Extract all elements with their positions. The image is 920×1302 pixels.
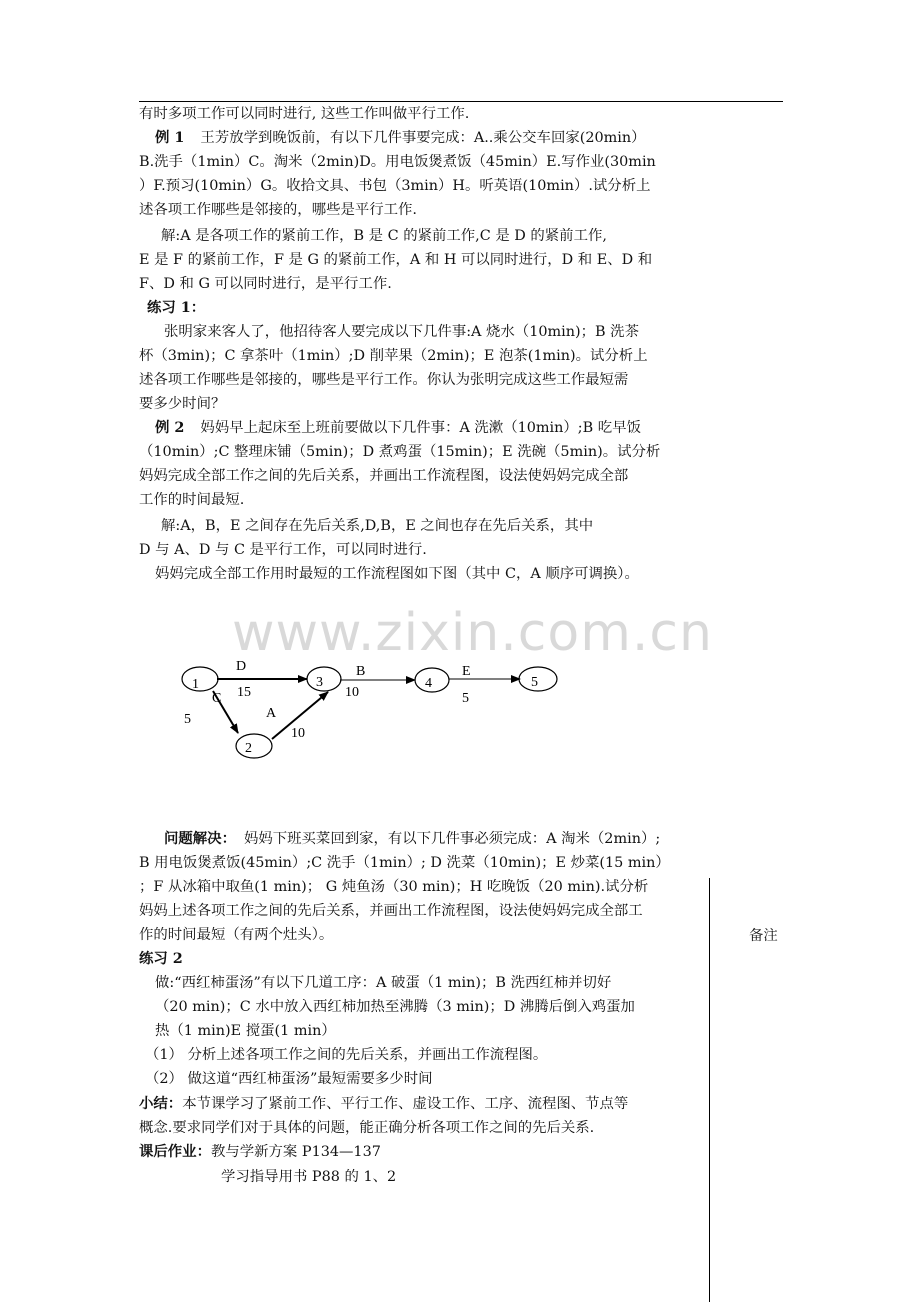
edge-b — [340, 664, 415, 700]
edge-b-task: B — [356, 664, 366, 679]
problem-text-1: 妈妈下班买菜回到家，有以下几件事必须完成：A 淘米（2min）; — [243, 831, 661, 847]
summary-label: 小结： — [139, 1095, 183, 1112]
node-2 — [236, 734, 272, 758]
edge-c-task: C — [212, 691, 222, 706]
margin-rule — [709, 878, 710, 1302]
homework-line — [139, 1142, 381, 1162]
edge-a-task: A — [266, 706, 277, 721]
node-4 — [415, 668, 449, 692]
edge-a-time: 10 — [291, 726, 305, 741]
solution-2-line-3: 妈妈完成全部工作用时最短的工作流程图如下图（其中 C，A 顺序可调换）。 — [155, 566, 639, 582]
example-2-line-4: 工作的时间最短. — [139, 492, 245, 508]
practice-1-line-1: 张明家来客人了，他招待客人要完成以下几件事:A 烧水（10min)；B 洗茶 — [164, 324, 639, 340]
summary-line — [139, 1094, 628, 1114]
node-1-label: 1 — [192, 677, 199, 692]
side-note: 备注 — [749, 928, 778, 944]
node-3-label: 3 — [316, 675, 323, 690]
problem-label: 问题解决： — [164, 830, 236, 847]
practice-2-line-3: 热（1 min)E 搅蛋(1 min） — [155, 1023, 336, 1039]
edge-e — [449, 664, 520, 706]
problem-line-2: B 用电饭煲煮饭(45min）;C 洗手（1min）; D 洗菜（10min)；E 炒菜(15 min） — [139, 855, 670, 871]
text-line-3: B.洗手（1min）C。淘米（2min)D。用电饭煲煮饭（45min）E.写作业(30min — [139, 154, 656, 170]
example-1-label: 例 1 — [155, 129, 185, 146]
problem-line-4: 妈妈上述各项工作之间的先后关系，并画出工作流程图，设法使妈妈完成全部工 — [139, 903, 643, 919]
question-1: （1） 分析上述各项工作之间的先后关系，并画出工作流程图。 — [145, 1047, 548, 1063]
node-4-label: 4 — [425, 676, 432, 691]
edge-e-time: 5 — [462, 691, 469, 706]
problem-line — [164, 829, 660, 849]
practice-2-line-2: （20 min)；C 水中放入西红柿加热至沸腾（3 min)；D 沸腾后倒入鸡蛋加 — [155, 999, 635, 1015]
solution-1-line-1: 解:A 是各项工作的紧前工作，B 是 C 的紧前工作,C 是 D 的紧前工作, — [161, 228, 607, 244]
practice-2-line-1: 做:“西红柿蛋汤”有以下几道工序：A 破蛋（1 min)；B 洗西红柿并切好 — [155, 975, 612, 991]
example-2-label: 例 2 — [155, 419, 185, 436]
node-1 — [182, 667, 218, 692]
workflow-diagram — [170, 650, 570, 770]
practice-1-line-2: 杯（3min)；C 拿茶叶（1min）;D 削苹果（2min)；E 泡茶(1min)。试分析上 — [139, 348, 648, 364]
homework-item-1: 教与学新方案 P134—137 — [210, 1144, 381, 1160]
solution-1-line-2: E 是 F 的紧前工作，F 是 G 的紧前工作，A 和 H 可以同时进行，D 和 E、D 和 — [139, 252, 653, 268]
homework-item-2: 学习指导用书 P88 的 1、2 — [221, 1169, 397, 1185]
problem-line-5: 作的时间最短（有两个灶头）。 — [139, 927, 334, 943]
edge-d-time: 15 — [237, 685, 251, 700]
edge-c-time: 5 — [184, 712, 191, 727]
example-1-line — [155, 128, 646, 148]
node-5-label: 5 — [531, 675, 538, 690]
text-line-1: 有时多项工作可以同时进行, 这些工作叫做平行工作. — [139, 106, 470, 122]
example-2-text: 妈妈早上起床至上班前要做以下几件事：A 洗漱（10min）;B 吃早饭 — [200, 420, 641, 436]
summary-line-2: 概念.要求同学们对于具体的问题，能正确分析各项工作之间的先后关系. — [139, 1120, 595, 1136]
edge-b-time: 10 — [345, 685, 359, 700]
question-2: （2） 做这道“西红柿蛋汤”最短需要多少时间 — [145, 1071, 433, 1087]
solution-2-line-1: 解:A，B，E 之间存在先后关系,D,B，E 之间也存在先后关系，其中 — [161, 518, 594, 534]
top-rule — [139, 101, 783, 102]
node-2-label: 2 — [245, 741, 252, 756]
watermark: www.zixin.com.cn — [232, 603, 713, 663]
solution-2-line-2: D 与 A、D 与 C 是平行工作，可以同时进行. — [139, 542, 427, 558]
summary-text-1: 本节课学习了紧前工作、平行工作、虚设工作、工序、流程图、节点等 — [182, 1096, 629, 1112]
homework-label: 课后作业： — [139, 1143, 211, 1160]
edge-c — [184, 691, 238, 733]
text-line-2: 王芳放学到晚饭前，有以下几件事要完成：A..乘公交车回家(20min） — [200, 130, 646, 146]
node-3 — [307, 667, 341, 691]
example-2-line-3: 妈妈完成全部工作之间的先后关系，并画出工作流程图，设法使妈妈完成全部 — [139, 468, 629, 484]
problem-line-3: ；F 从冰箱中取鱼(1 min)； G 炖鱼汤（30 min)；H 吃晚饭（20 min).试分析 — [139, 879, 649, 895]
practice-2-label: 练习 2 — [139, 950, 183, 967]
text-line-4: ）F.预习(10min）G。收拾文具、书包（3min）H。听英语(10min）.试分析上 — [139, 178, 651, 194]
solution-1-line-3: F、D 和 G 可以同时进行，是平行工作. — [139, 276, 392, 292]
node-5 — [519, 667, 557, 691]
example-2-line — [155, 418, 641, 438]
edge-d-task: D — [236, 659, 247, 674]
edge-d — [217, 659, 307, 700]
example-2-line-2: （10min）;C 整理床铺（5min)；D 煮鸡蛋（15min)；E 洗碗（5min)。试分析 — [139, 444, 661, 460]
practice-1-label: 练习 1： — [147, 299, 206, 316]
edge-e-task: E — [462, 664, 471, 679]
practice-1-line-4: 要多少时间？ — [139, 396, 226, 412]
edge-a — [266, 692, 328, 741]
text-line-5: 述各项工作哪些是邻接的，哪些是平行工作. — [139, 202, 417, 218]
practice-1-line-3: 述各项工作哪些是邻接的，哪些是平行工作。你认为张明完成这些工作最短需 — [139, 372, 629, 388]
